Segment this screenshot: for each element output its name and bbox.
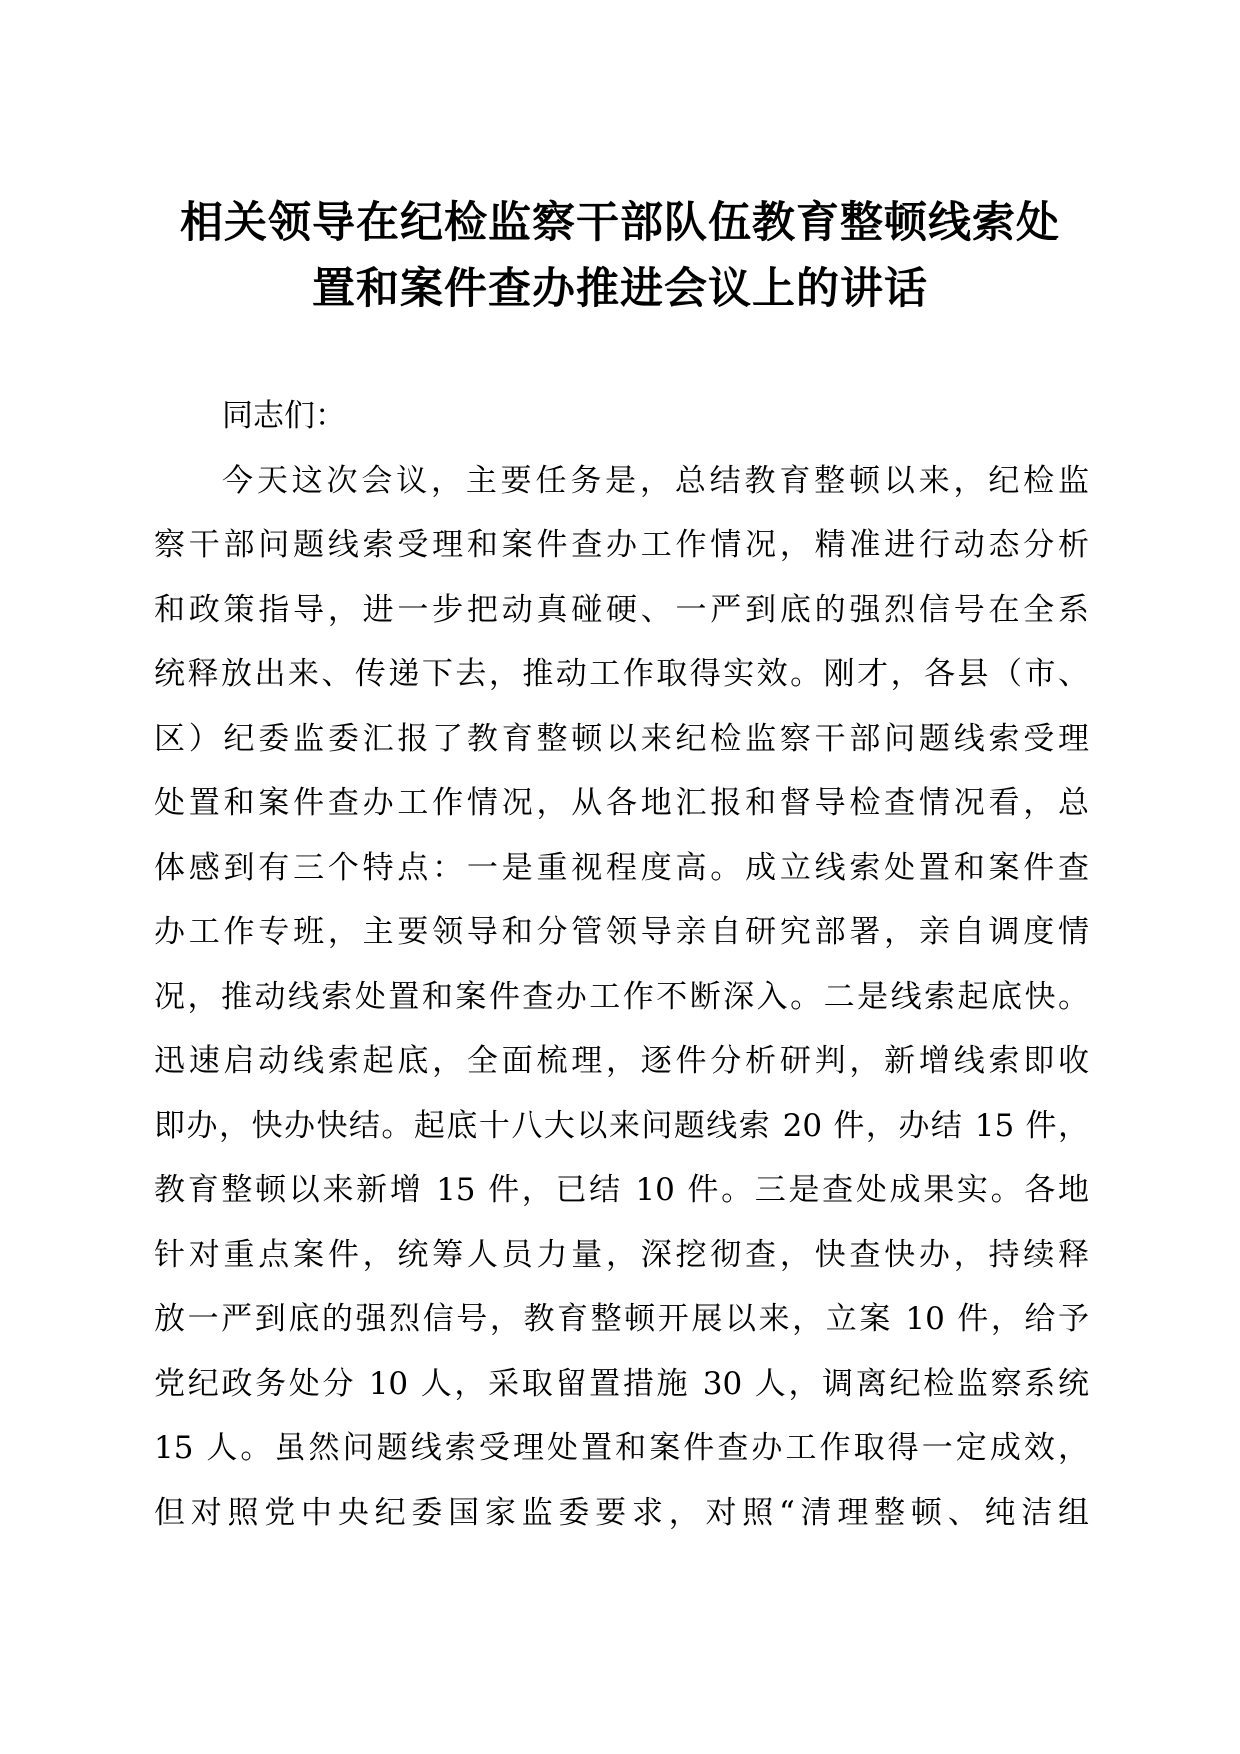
title-line: 置和案件查办推进会议上的讲话 [312,264,928,314]
body-line: 察干部问题线索受理和案件查办工作情况，精准进行动态分析 [154,527,1089,563]
body-line: 区）纪委监委汇报了教育整顿以来纪检监察干部问题线索受理 [154,720,1089,757]
body-line: 办工作专班，主要领导和分管领导亲自研究部署，亲自调度情 [154,914,1089,950]
body-line: 针对重点案件，统筹人员力量，深挖彻查，快查快办，持续释 [154,1236,1089,1273]
document-title [150,190,1090,322]
body-line: 和政策指导，进一步把动真碰硬、一严到底的强烈信号在全系 [154,591,1089,628]
body-line: 党纪政务处分 10 人，采取留置措施 30 人，调离纪检监察系统 [154,1365,1089,1402]
body-line: 但对照党中央纪委国家监委要求，对照“清理整顿、纯洁组 [154,1494,1089,1531]
body-line: 处置和案件查办工作情况，从各地汇报和督导检查情况看，总 [154,785,1089,821]
body-line: 教育整顿以来新增 15 件，已结 10 件。三是查处成果实。各地 [154,1172,1089,1208]
body-line: 况，推动线索处置和案件查办工作不断深入。二是线索起底快。 [154,978,1089,1015]
greeting: 同志们： [222,398,346,434]
body-line: 体感到有三个特点：一是重视程度高。成立线索处置和案件查 [154,849,1089,886]
body-line: 即办，快办快结。起底十八大以来问题线索 20 件，办结 15 件， [154,1107,1089,1144]
document-body [154,384,1089,1545]
title-line: 相关领导在纪检监察干部队伍教育整顿线索处 [180,198,1060,248]
body-line: 今天这次会议，主要任务是，总结教育整顿以来，纪检监 [222,462,1089,499]
body-line: 放一严到底的强烈信号，教育整顿开展以来，立案 10 件，给予 [154,1301,1089,1337]
body-line: 15 人。虽然问题线索受理处置和案件查办工作取得一定成效， [154,1430,1089,1466]
body-line: 统释放出来、传递下去，推动工作取得实效。刚才，各县（市、 [154,656,1089,692]
body-line: 迅速启动线索起底，全面梳理，逐件分析研判，新增线索即收 [154,1043,1089,1079]
